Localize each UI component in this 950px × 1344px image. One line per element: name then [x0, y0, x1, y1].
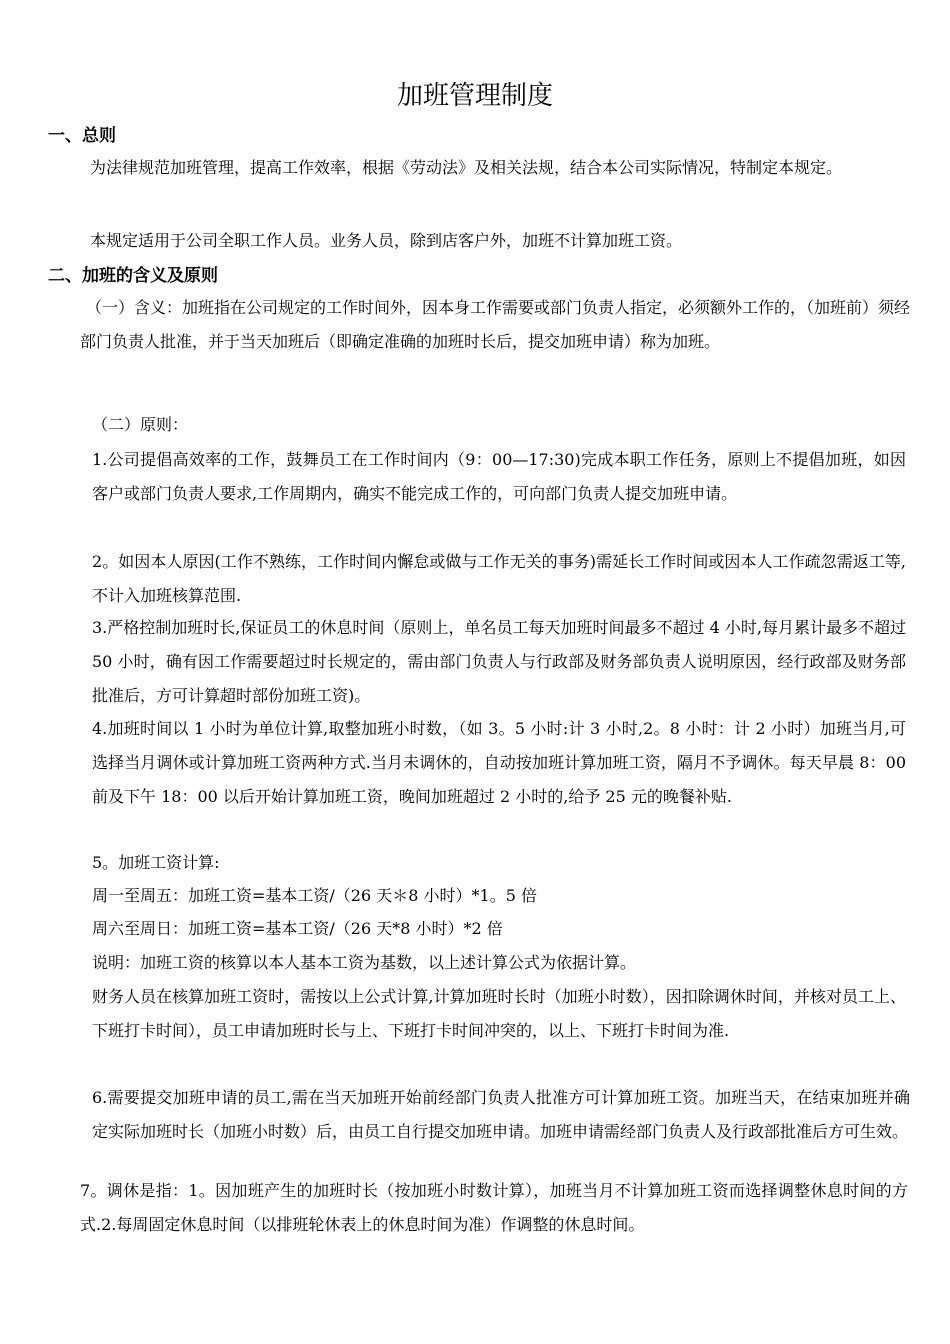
calculation-note: 说明：加班工资的核算以本人基本工资为基数，以上述计算公式为依据计算。	[92, 953, 637, 972]
section1-heading: 一、总则	[48, 126, 116, 146]
section1-para1: 为法律规范加班管理，提高工作效率，根据《劳动法》及相关法规，结合本公司实际情况，特制定本规定。	[90, 158, 843, 177]
principles-label: （二）原则：	[92, 415, 189, 434]
meaning-paragraph: （一）含义：加班指在公司规定的工作时间外，因本身工作需要或部门负责人指定，必须额外工作的，（加班前）须经部门负责人批准，并于当天加班后（即确定准确的加班时长后，提交加班申请）称为加班。	[80, 298, 911, 351]
section1-para2: 本规定适用于公司全职工作人员。业务人员，除到店客户外，加班不计算加班工资。	[90, 231, 683, 250]
weekday-formula: 周一至周五：加班工资=基本工资/（26 天＊8 小时）*1。5 倍	[92, 886, 537, 905]
principle-item-3: 3.严格控制加班时长,保证员工的休息时间（原则上，单名员工每天加班时间最多不超过 4 小时,每月累计最多不超过 50 小时，确有因工作需要超过时长规定的，需由部门负责人与行政部及财务部负责人说明原因，经行政部及财务部批准后，方可计算超时部份加班工资)。	[92, 618, 906, 705]
weekend-formula: 周六至周日：加班工资=基本工资/（26 天*8 小时）*2 倍	[92, 919, 503, 938]
principle-item-4: 4.加班时间以 1 小时为单位计算,取整加班小时数，（如 3。5 小时:计 3 小时,2。8 小时：计 2 小时）加班当月,可选择当月调休或计算加班工资两种方式.当月未调休的，自动按加班计算加班工资，隔月不予调休。每天早晨 8：00 前及下午 18：00 以后开始计算加班工资，晚间加班超过 2 小时的,给予 25 元的晚餐补贴.	[92, 719, 906, 806]
principle-item-7: 7。调休是指：1。因加班产生的加班时长（按加班小时数计算），加班当月不计算加班工资而选择调整休息时间的方式.2.每周固定休息时间（以排班轮休表上的休息时间为准）作调整的休息时间。	[80, 1181, 908, 1234]
section2-heading: 二、加班的含义及原则	[48, 266, 218, 286]
principle-item-5-label: 5。加班工资计算:	[92, 853, 220, 872]
principle-item-2: 2。如因本人原因(工作不熟练，工作时间内懈怠或做与工作无关的事务)需延长工作时间或因本人工作疏忽需返工等,不计入加班核算范围.	[92, 552, 906, 605]
principle-item-6: 6.需要提交加班申请的员工,需在当天加班开始前经部门负责人批准方可计算加班工资。加班当天，在结束加班并确定实际加班时长（加班小时数）后，由员工自行提交加班申请。加班申请需经部门负责人及行政部批准后方可生效。	[92, 1088, 910, 1141]
finance-note: 财务人员在核算加班工资时，需按以上公式计算,计算加班时长时（加班小时数），因扣除调休时间，并核对员工上、下班打卡时间），员工申请加班时长与上、下班打卡时间冲突的，以上、下班打卡时间为准.	[92, 987, 906, 1040]
principle-item-1: 1.公司提倡高效率的工作，鼓舞员工在工作时间内（9：00—17:30)完成本职工作任务，原则上不提倡加班，如因客户或部门负责人要求,工作周期内，确实不能完成工作的，可向部门负责人提交加班申请。	[92, 450, 906, 503]
document-title: 加班管理制度	[396, 81, 553, 111]
